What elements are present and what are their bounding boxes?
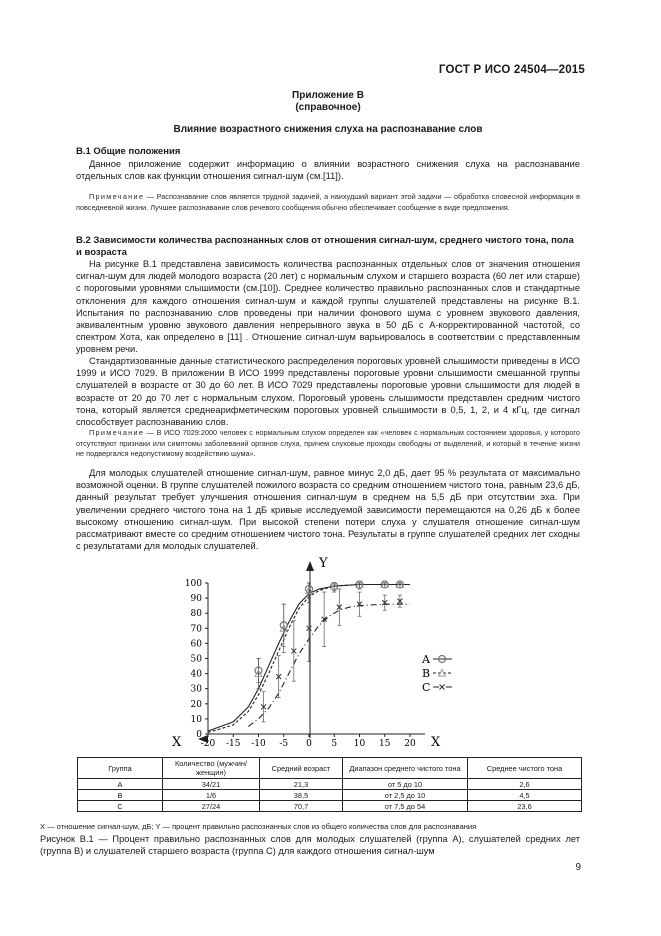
table-cell: 23,6 xyxy=(468,801,582,812)
table-cell: С xyxy=(78,801,163,812)
annex-label: Приложение В xyxy=(292,90,364,101)
x-tick-label: 0 xyxy=(306,739,312,749)
y-tick-label: 40 xyxy=(190,669,202,680)
y-tick-label: 70 xyxy=(190,624,202,635)
table-row xyxy=(78,779,582,790)
y-arrow-icon xyxy=(306,561,314,571)
y-tick-label: 80 xyxy=(190,609,202,620)
table-cell: 21,3 xyxy=(260,779,343,790)
legend-label: C xyxy=(422,681,431,694)
x-tick-label: -10 xyxy=(251,739,266,749)
section-b2-note xyxy=(76,428,580,460)
y-tick-label: 50 xyxy=(190,654,202,665)
x-tick-label: 10 xyxy=(353,739,366,749)
note-label: Примечание xyxy=(89,192,145,201)
note-text: — В ИСО 7029:2000 человек с нормальным слухом определен как «человек с нормальным состоянием здоровья, у которого отсутствуют признаки или симптомы заболеваний органов слуха, причем слуховые проходы свободны от выделений, и который в течение жизни не подвергался недопустимому воздействию шума». xyxy=(76,428,580,459)
section-b1-paragraph: Данное приложение содержит информацию о влиянии возрастного снижения слуха на распознавание отдельных слов как функции отношения сигнал-шум (см.[11]). xyxy=(76,159,580,182)
table-cell: от 5 до 10 xyxy=(343,779,468,790)
figure-axes-note: X — отношение сигнал-шум, дБ; Y — процент правильно распознанных слов из общего количества слов для распознавания xyxy=(40,822,477,831)
table-row xyxy=(78,790,582,801)
x-tick-label: 20 xyxy=(404,739,416,749)
y-tick-label: 0 xyxy=(196,730,202,740)
table-cell: от 2,5 до 10 xyxy=(343,790,468,801)
table-header-cell: Диапазон среднего чистого тона xyxy=(343,758,468,779)
section-b1-heading: В.1 Общие положения xyxy=(76,146,181,157)
figure-caption: Рисунок В.1 — Процент правильно распознанных слов для молодых слушателей (группа А), слушателей средних лет (группа В) и слушателей старшего возраста (группа С) для каждого отношения сигнал-шум xyxy=(40,834,580,857)
figure-table xyxy=(77,757,582,812)
table-cell: 1/6 xyxy=(163,790,260,801)
y-tick-label: 100 xyxy=(184,579,202,589)
page-number: 9 xyxy=(575,862,581,873)
x-axis-label-right: X xyxy=(431,735,441,750)
chart-axes xyxy=(172,556,441,750)
y-tick-label: 10 xyxy=(190,714,202,725)
chart-legend xyxy=(421,653,452,694)
document-header: ГОСТ Р ИСО 24504—2015 xyxy=(438,64,585,76)
table-cell: 34/21 xyxy=(163,779,260,790)
table-header-cell: Количество (мужчин/женщин) xyxy=(163,758,260,779)
section-b1-note xyxy=(76,192,580,213)
figure-chart xyxy=(150,553,480,753)
section-b2-paragraph-1: На рисунке В.1 представлена зависимость количества распознанных отдельных слов от значения отношения сигнал-шум для людей молодого возраста (20 лет) с нормальным слухом и старшего возраста (60 лет или старше) с пороговыми уровнями слышимости (см.[10]). Среднее количество правильно распознанных слов и стандартные отклонения для каждого отношения сигнал-шум и каждой группы слушателей представлены на рисунке В.1. Испытания по распознаванию слов проведены при наличии фонового шума с уровнем звукового давления, эквивалентным уровню звукового давления непрерывного звука в 50 дБ с А-корректированной частотой, со спектром Хота, как определено в [11] . Отношение сигнал-шум варьировалось в соответствии с представленным уровнем речи. xyxy=(76,259,580,355)
y-tick-label: 20 xyxy=(190,699,202,710)
x-tick-label: -20 xyxy=(200,739,216,749)
x-tick-label: -5 xyxy=(279,739,289,749)
x-tick-label: 15 xyxy=(379,739,391,749)
table-header-row xyxy=(78,758,582,779)
legend-label: A xyxy=(422,653,430,666)
table-cell: 2,6 xyxy=(468,779,582,790)
table-cell: 38,5 xyxy=(260,790,343,801)
chart-series xyxy=(208,581,410,732)
data-point-x xyxy=(440,685,445,690)
y-tick-label: 60 xyxy=(190,639,202,650)
table-header-cell: Среднее чистого тона xyxy=(468,758,582,779)
section-b2-heading: В.2 Зависимости количества распознанных слов от отношения сигнал-шум, среднего чистого тона, пола и возраста xyxy=(76,235,574,259)
table-cell: 70,7 xyxy=(260,801,343,812)
section-b2-paragraph-3: Для молодых слушателей отношение сигнал-шум, равное минус 2,0 дБ, дает 95 % результата от максимально возможной оценки. В группе слушателей пожилого возраста со средним отношением чистого тона, равным 23,6 дБ, данный результат требует улучшения отношения сигнал-шум в среднем на 5,5 дБ при отсутствии эха. При увеличении среднего чистого тона на 1 дБ кривые исследуемой зависимости перемещаются на 0,26 дБ к более высокому отношению сигнал-шум. При высокой степени потери слуха у слушателя отношение сигнал-шум рассматривают вместе со средним отношением чистого тона. Результаты в группе слушателей средних лет сходны с результатами для молодых слушателей. xyxy=(76,468,580,552)
note-label: Примечание xyxy=(89,428,145,437)
y-axis-label: Y xyxy=(319,556,328,571)
table-cell: В xyxy=(78,790,163,801)
legend-label: B xyxy=(422,667,431,680)
chart-ticks xyxy=(185,579,416,749)
annex-type: (справочное) xyxy=(295,102,361,113)
table-row xyxy=(78,801,582,812)
x-axis-label-left: X xyxy=(172,735,182,750)
table-cell: А xyxy=(78,779,163,790)
series-line xyxy=(248,604,410,726)
section-b2-paragraph-2: Стандартизованные данные статистического распределения пороговых уровней слышимости приведены в ИСО 1999 и ИСО 7029. В приложении В ИСО 1999 представлены пороговые уровни слышимости смешанной группы слушателей в возрасте от 30 до 60 лет. В ИСО 7029 представлены пороговые уровни слышимости для людей в возрасте от 20 до 70 лет с нормальным слухом. Пороговый уровень слышимости представлен средним чистого тона, который является среднеарифметическим пороговых уровней слышимости в 0,5, 1, 2, и 4 кГц, где сигнал способствует распознаванию слов. xyxy=(76,356,580,428)
x-tick-label: 5 xyxy=(331,739,338,749)
note-text: — Распознавание слов является трудной задачей, а наихудший вариант этой задачи — обработка словесной информации в повседневной жизни. Лучшее распознавание слов речевого сообщения обычно обеспечивает сообщение в виде предложения. xyxy=(76,192,580,212)
x-tick-label: -15 xyxy=(226,739,241,749)
table-cell: от 7,5 до 54 xyxy=(343,801,468,812)
table-cell: 4,5 xyxy=(468,790,582,801)
y-tick-label: 90 xyxy=(190,594,202,605)
y-tick-label: 30 xyxy=(190,684,202,695)
table-header-cell: Средний возраст xyxy=(260,758,343,779)
table-cell: 27/24 xyxy=(163,801,260,812)
table-header-cell: Группа xyxy=(78,758,163,779)
annex-title: Влияние возрастного снижения слуха на распознавание слов xyxy=(173,124,483,135)
